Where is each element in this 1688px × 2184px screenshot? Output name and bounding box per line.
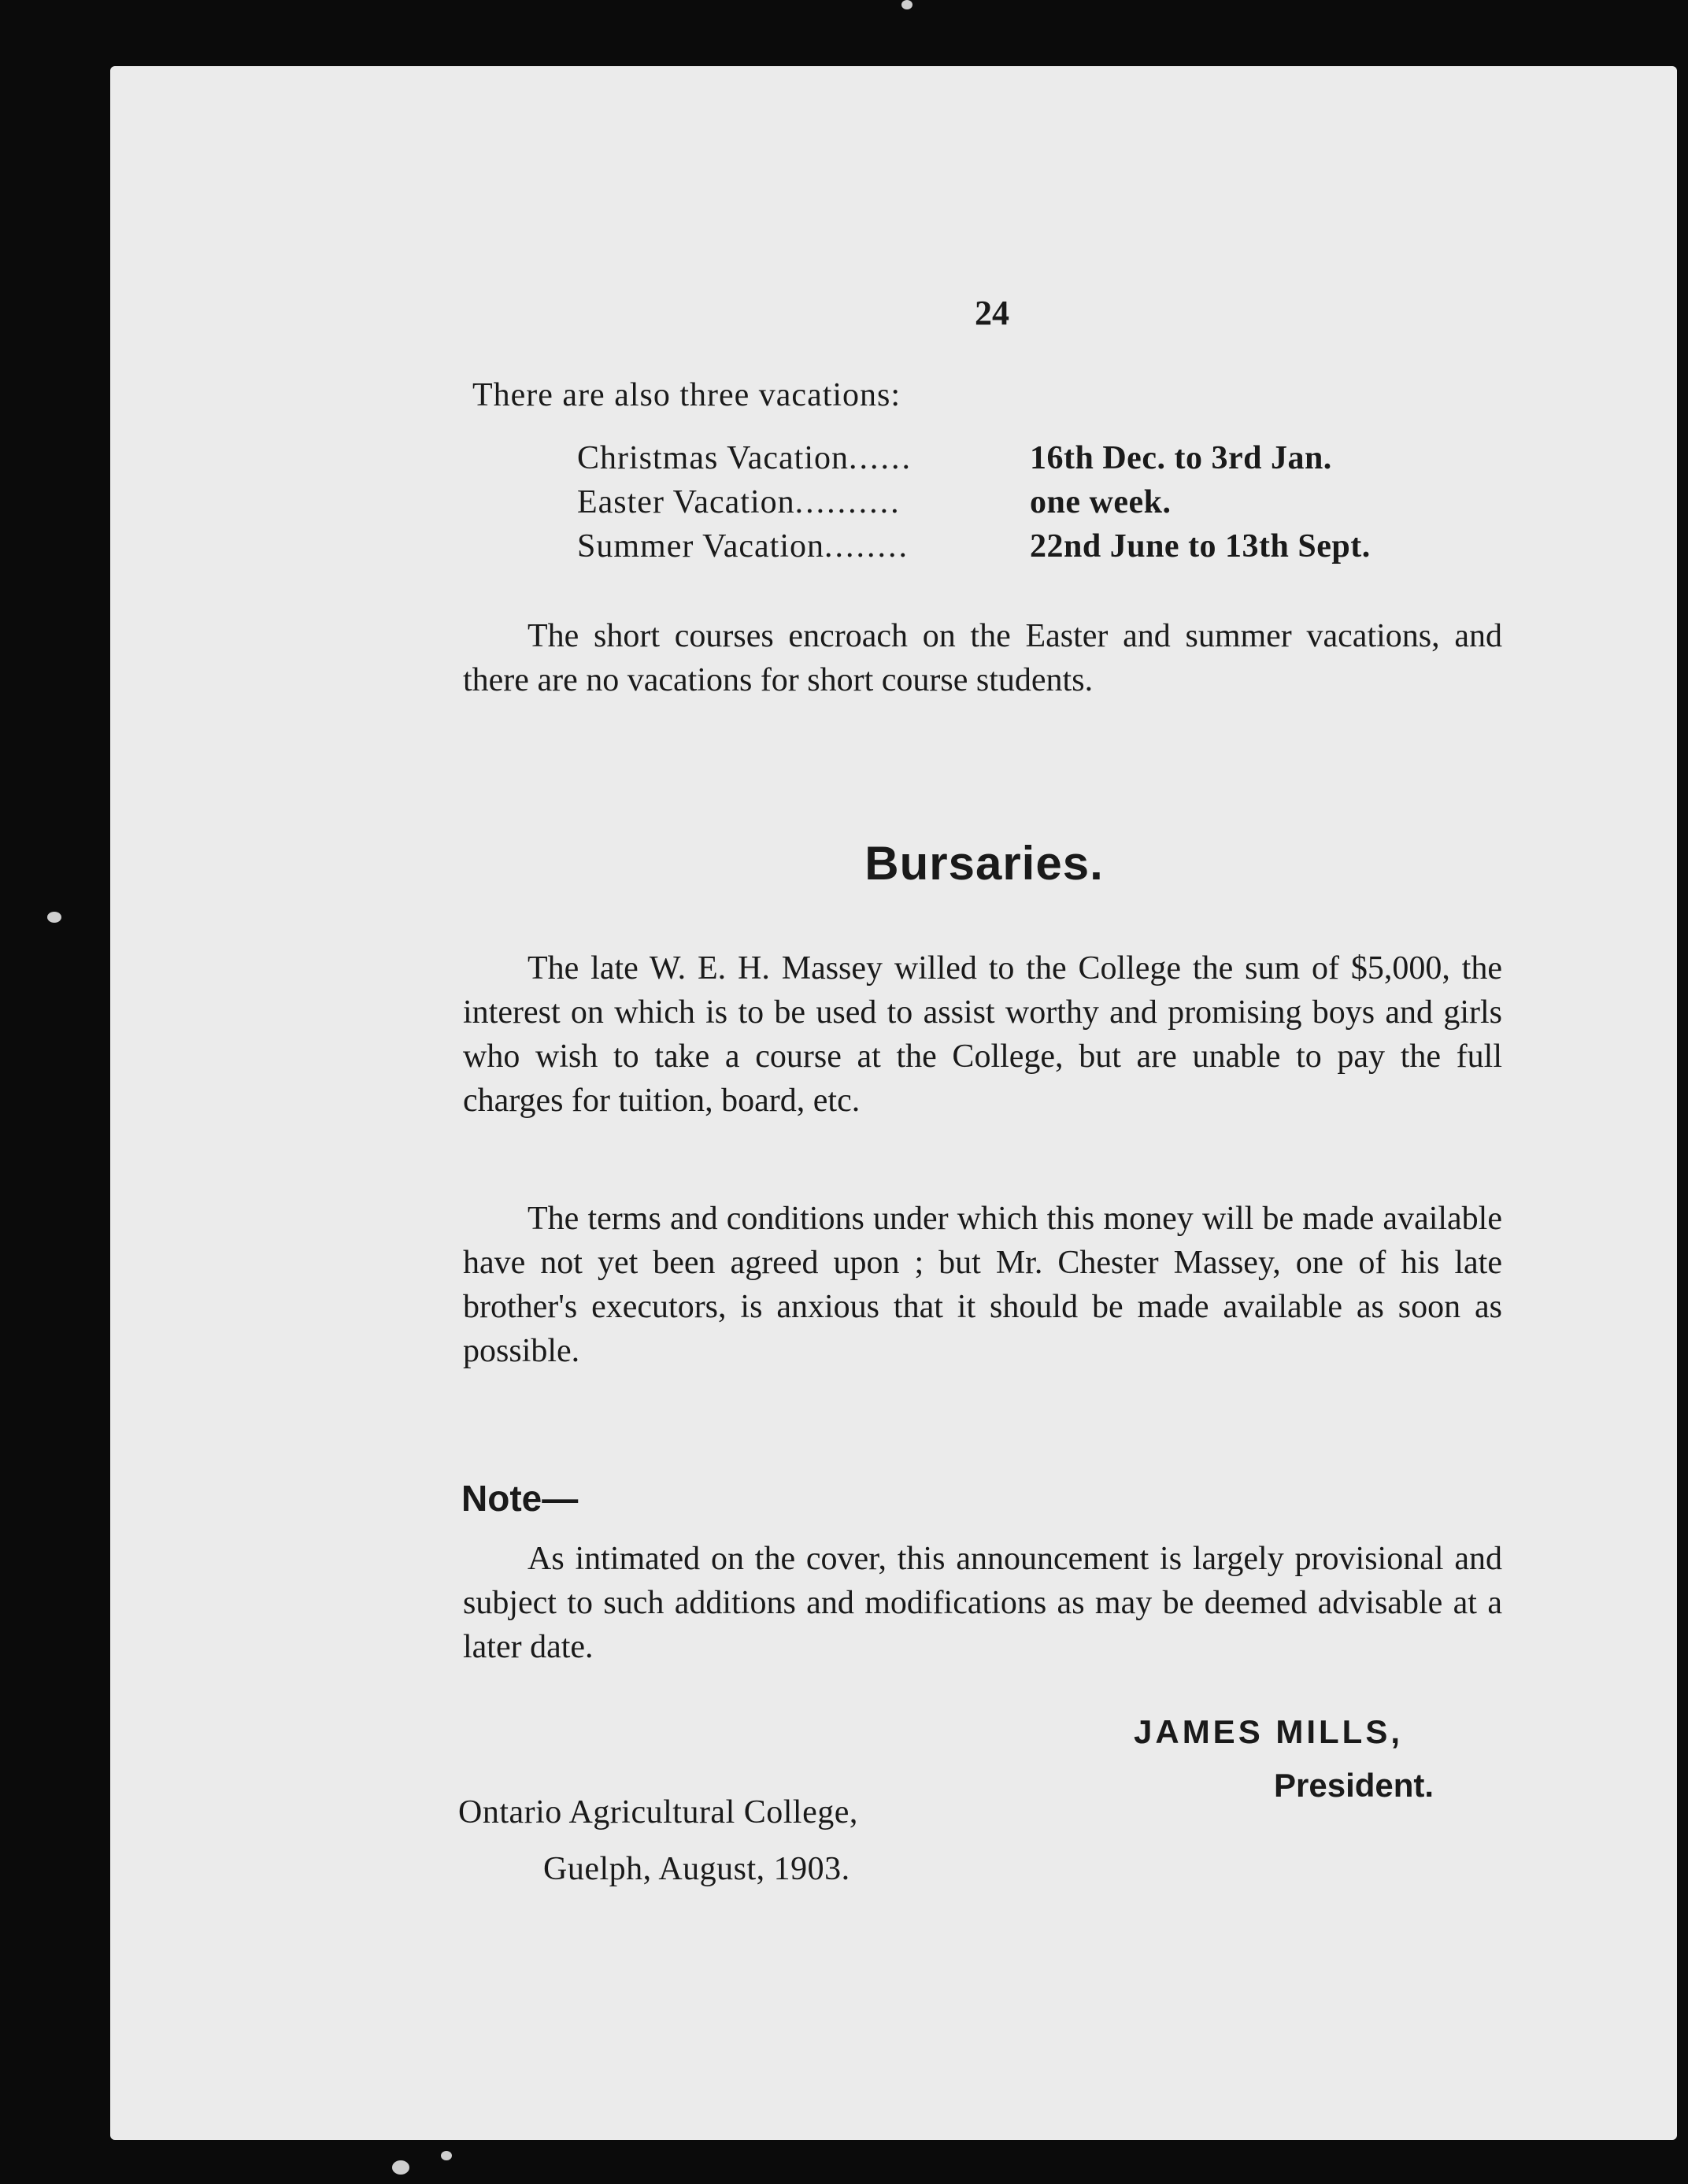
scan-speck	[47, 912, 61, 923]
vacation-leader-dots: ..........	[794, 484, 901, 520]
scan-speck	[901, 0, 912, 9]
vacation-leader-dots: ......	[849, 440, 913, 476]
vacation-name: Easter Vacation	[577, 484, 795, 520]
signature-date: Guelph, August, 1903.	[543, 1851, 850, 1887]
vacation-row-christmas	[577, 439, 1332, 477]
scan-speck	[441, 2151, 452, 2160]
vacation-name: Christmas Vacation	[577, 440, 850, 476]
signature-name: JAMES MILLS,	[1134, 1713, 1404, 1750]
vacations-intro: There are also three vacations:	[472, 377, 901, 413]
bursaries-paragraph-2: The terms and conditions under which this money will be made available have not yet been agreed upon ; but Mr. Chester Massey, one of his late brother's executors, is anxious that it should be made available as soon as possible.	[463, 1201, 1502, 1369]
vacation-dates: 16th Dec. to 3rd Jan.	[1030, 440, 1332, 476]
vacation-dates: one week.	[1030, 484, 1172, 520]
note-paragraph: As intimated on the cover, this announcement is largely provisional and subject to such additions and modifications as may be deemed advisable at a later date.	[463, 1541, 1502, 1665]
signature-title: President.	[1274, 1767, 1434, 1804]
bursaries-paragraph-1: The late W. E. H. Massey willed to the College the sum of $5,000, the interest on which is to be used to assist worthy and promising boys and girls who wish to take a course at the College, but are unable to pay the full charges for tuition, board, etc.	[463, 950, 1502, 1119]
vacation-row-summer	[577, 527, 1371, 565]
page-number: 24	[975, 294, 1009, 332]
vacations-note-paragraph: The short courses encroach on the Easter and summer vacations, and there are no vacations for short course students.	[463, 618, 1502, 698]
scan-speck	[392, 2160, 409, 2175]
vacation-dates: 22nd June to 13th Sept.	[1030, 528, 1371, 565]
vacation-leader-dots: ........	[824, 528, 910, 565]
note-heading: Note—	[461, 1478, 579, 1519]
vacation-name: Summer Vacation	[577, 528, 825, 565]
section-heading-bursaries: Bursaries.	[864, 837, 1104, 890]
signature-place: Ontario Agricultural College,	[458, 1794, 858, 1830]
vacation-row-easter	[577, 483, 1172, 521]
